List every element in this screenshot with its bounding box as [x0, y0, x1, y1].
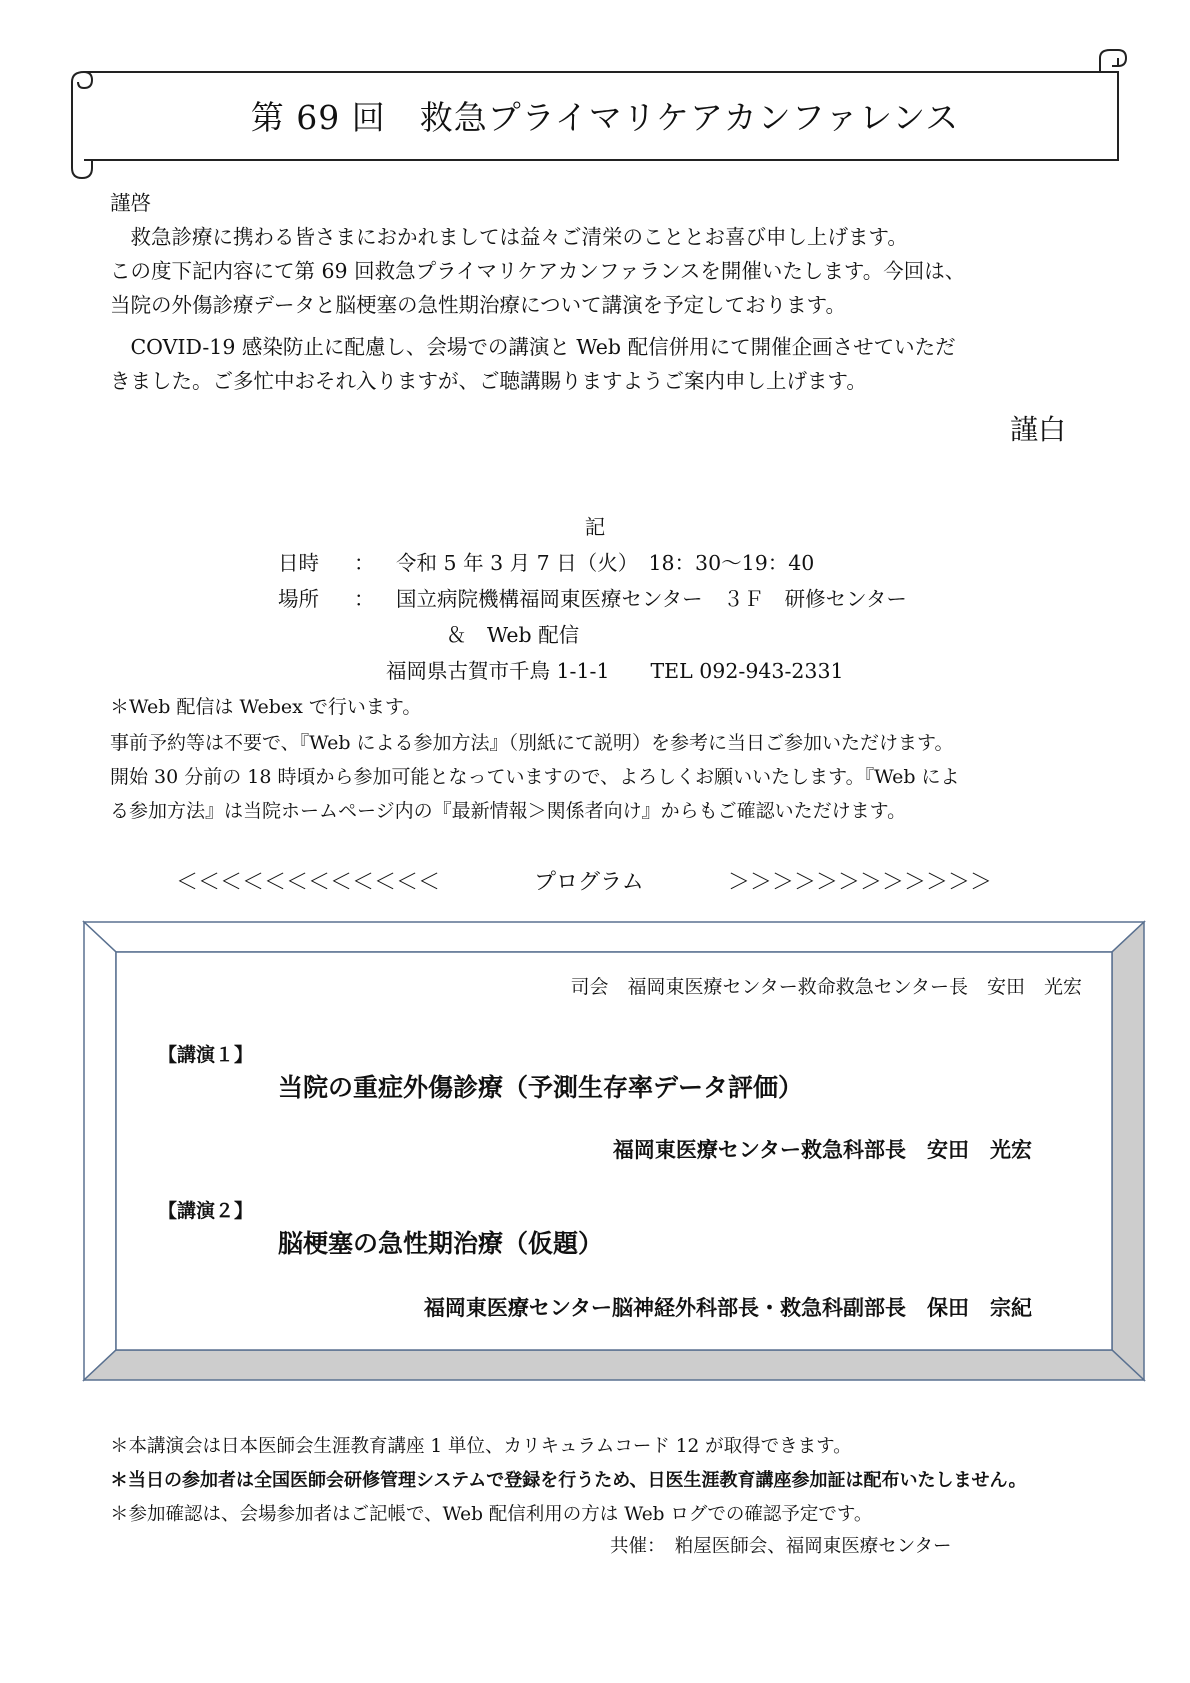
place-value: 国立病院機構福岡東医療センター ３Ｆ 研修センター: [396, 587, 907, 611]
cohost: 共催： 粕屋医師会、福岡東医療センター: [610, 1536, 952, 1557]
footnote-bold: ＊当日の参加者は全国医師会研修管理システムで登録を行うため、日医生涯教育講座参加証は配布いたしません。: [110, 1470, 1027, 1491]
program-right-arrows: ＞＞＞＞＞＞＞＞＞＞＞＞: [728, 870, 993, 895]
lecture-2-title: 脳梗塞の急性期治療（仮題）: [278, 1229, 604, 1258]
greeting-line: 救急診療に携わる皆さまにおかれましては益々ご清栄のこととお喜び申し上げます。: [110, 225, 908, 249]
lecture-1-title: 当院の重症外傷診療（予測生存率データ評価）: [278, 1073, 804, 1102]
lecture-2-heading: 【講演２】: [158, 1200, 254, 1222]
place-label: 場所: [278, 587, 319, 611]
lecture-1-speaker: 福岡東医療センター救急科部長 安田 光宏: [612, 1137, 1032, 1162]
greeting-line: この度下記内容にて第 69 回救急プライマリケアカンファランスを開催いたします。今回は、: [110, 259, 966, 283]
footnote: ＊参加確認は、会場参加者はご記帳で、Web 配信利用の方は Web ログでの確認予定です。: [110, 1504, 873, 1525]
greeting-line: きました。ご多忙中おそれ入りますが、ご聴講賜りますようご案内申し上げます。: [110, 369, 867, 393]
greeting-opening: 謹啓: [110, 191, 151, 215]
datetime-value: 令和 5 年 3 月 7 日（火） 18：30〜19：40: [396, 551, 815, 575]
program-label: プログラム: [534, 870, 644, 895]
lecture-2-speaker: 福岡東医療センター脳神経外科部長・救急科副部長 保田 宗紀: [423, 1295, 1032, 1320]
page-title: 第 69 回 救急プライマリケアカンファレンス: [250, 98, 960, 137]
place-web: ＆ Web 配信: [446, 623, 580, 647]
datetime-label: 日時: [278, 551, 319, 575]
footnote: ＊本講演会は日本医師会生涯教育講座 1 単位、カリキュラムコード 12 が取得できます。: [110, 1436, 852, 1457]
greeting-closing: 謹白: [1010, 413, 1067, 446]
moderator: 司会 福岡東医療センター救命救急センター長 安田 光宏: [570, 976, 1082, 998]
note-line: 開始 30 分前の 18 時頃から参加可能となっていますので、よろしくお願いいたします。『Web によ: [110, 766, 960, 788]
address: 福岡県古賀市千鳥 1-1-1 TEL 092-943-2331: [386, 659, 844, 683]
greeting-line: COVID-19 感染防止に配慮し、会場での講演と Web 配信併用にて開催企画させていただ: [110, 335, 956, 359]
greeting-line: 当院の外傷診療データと脳梗塞の急性期治療について講演を予定しております。: [110, 293, 846, 317]
lecture-1-heading: 【講演１】: [158, 1044, 254, 1066]
place-separator: ：: [354, 587, 375, 611]
details-heading: 記: [584, 515, 606, 539]
note-line: ＊Web 配信は Webex で行います。: [110, 696, 422, 718]
program-left-arrows: ＜＜＜＜＜＜＜＜＜＜＜＜: [176, 870, 441, 895]
note-line: る参加方法』は当院ホームページ内の『最新情報＞関係者向け』からもご確認いただけます。: [110, 800, 907, 822]
datetime-separator: ：: [354, 551, 375, 575]
note-line: 事前予約等は不要で、『Web による参加方法』（別紙にて説明）を参考に当日ご参加いただけます。: [110, 732, 954, 754]
